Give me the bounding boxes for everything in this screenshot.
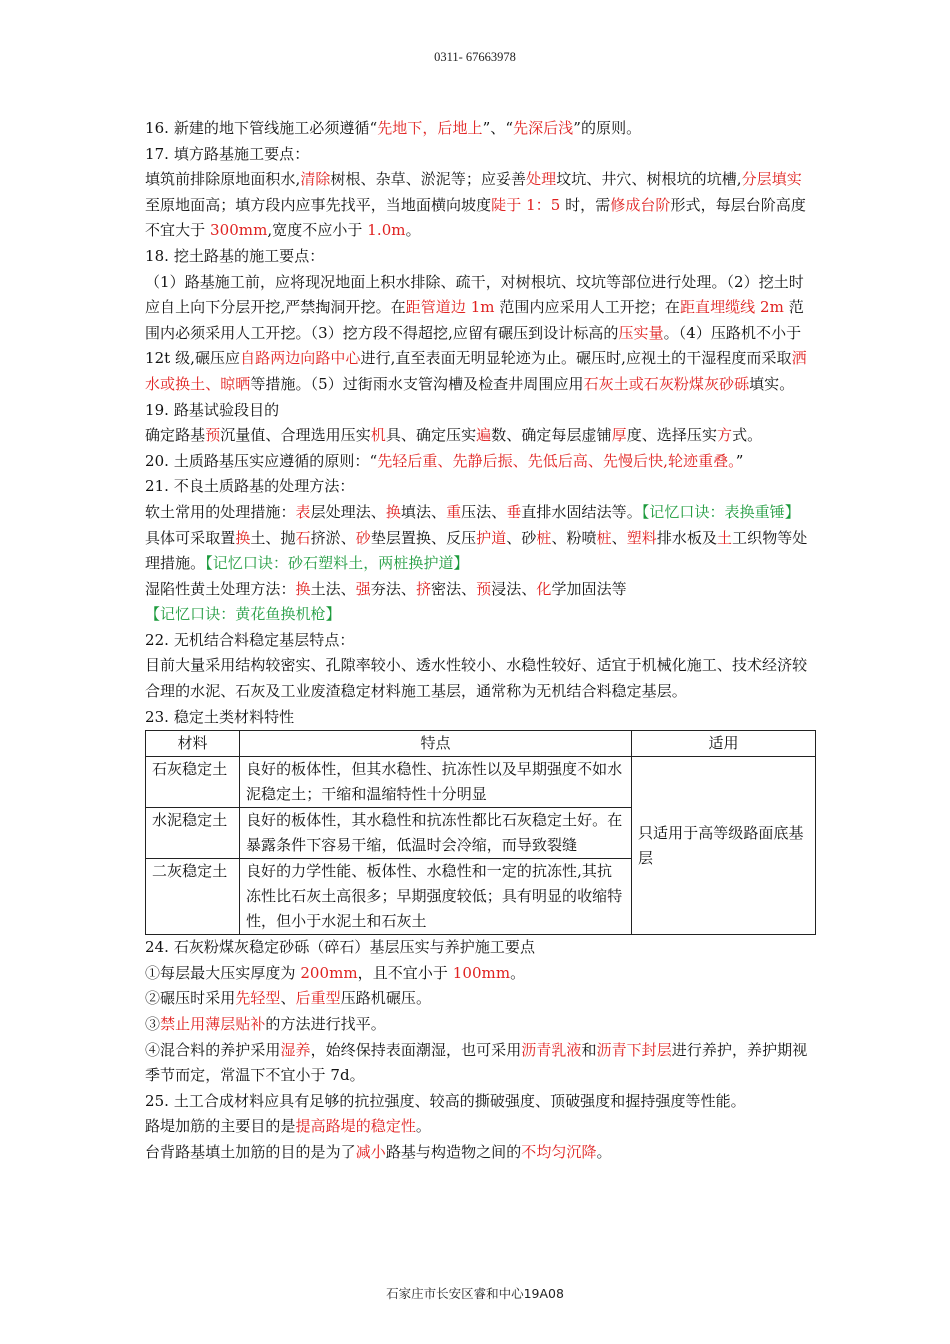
document-body xyxy=(145,116,815,1166)
text-segment: 确定路基 xyxy=(145,426,206,445)
text-segment: ，且不宜小于 xyxy=(357,963,453,982)
item-25-title xyxy=(145,1089,815,1115)
text-segment: 。 xyxy=(510,963,526,982)
item-21-measures xyxy=(145,526,815,577)
text-segment: 软土常用的处理措施： xyxy=(145,502,296,521)
text-segment: 范围内必须采用人工开挖。（3）挖方段不得超挖,应留有碾压到设计标高的 xyxy=(145,298,804,342)
highlighted-text: 湿养 xyxy=(280,1040,311,1059)
text-segment: 度、选择压实 xyxy=(626,426,717,445)
text-segment: 填筑前排除原地面积水, xyxy=(145,170,301,189)
text-segment: 排水板及 xyxy=(656,528,718,547)
item-24-title xyxy=(145,935,815,961)
item-17-body xyxy=(145,167,815,244)
highlighted-text: 自路两边向路中心 xyxy=(240,349,361,368)
text-segment: 土法、 xyxy=(310,579,356,598)
text-segment: 学加固法等 xyxy=(551,579,627,598)
highlighted-text: 100mm xyxy=(452,963,511,982)
text-segment: ,宽度不应小于 xyxy=(267,221,368,240)
text-segment: 土、抛 xyxy=(250,528,296,547)
text-segment: 树根、杂草、淤泥等；应妥善 xyxy=(330,170,527,189)
cell-usage: 只适用于高等级路面底基层 xyxy=(632,757,816,935)
item-23-title xyxy=(145,705,815,731)
mnemonic-text: 【记忆口诀：黄花鱼换机枪】 xyxy=(145,605,341,624)
mnemonic-text: 【记忆口诀：表换重锤】 xyxy=(641,502,800,521)
highlighted-text: 先深后浅 xyxy=(513,119,574,137)
text-segment: 、粉喷 xyxy=(551,528,597,547)
highlighted-text: 距直埋缆线 2m xyxy=(679,298,784,317)
text-segment: 21. 不良土质路基的处理方法： xyxy=(145,477,355,496)
text-segment: 垫层置换、反压 xyxy=(370,528,477,547)
text-segment: 层处理法、 xyxy=(310,502,386,521)
highlighted-text: 修成台阶 xyxy=(610,195,671,214)
item-21-soft-soil xyxy=(145,500,815,526)
highlighted-text: 挤 xyxy=(415,579,432,598)
highlighted-text: 石灰土或石灰粉煤灰砂砾 xyxy=(583,374,750,393)
highlighted-text: 减小 xyxy=(355,1143,386,1161)
text-segment: 等措施。（5）过街雨水支管沟槽及检查井周围应用 xyxy=(250,374,584,393)
text-segment: 工织物等处理措施。 xyxy=(145,528,808,573)
text-segment: 22. 无机结合料稳定基层特点： xyxy=(145,630,355,649)
highlighted-text: 200mm xyxy=(300,963,358,982)
text-segment: 、 xyxy=(280,989,296,1008)
item-22-title xyxy=(145,628,815,654)
highlighted-text: 预 xyxy=(205,426,221,445)
item-16 xyxy=(145,116,815,142)
cell-feature: 良好的板体性，其水稳性和抗冻性都比石灰稳定土好。在暴露条件下容易干缩，低温时会冷缩，而导致裂缝 xyxy=(240,808,632,859)
text-segment: 17. 填方路基施工要点： xyxy=(145,144,310,163)
highlighted-text: 表 xyxy=(295,502,311,521)
text-segment: 式。 xyxy=(732,426,763,445)
text-segment: 16. 新建的地下管线施工必须遵循“ xyxy=(145,119,378,137)
highlighted-text: 石 xyxy=(295,528,311,547)
highlighted-text: 先轻型 xyxy=(235,989,281,1008)
highlighted-text: 强 xyxy=(355,579,371,598)
table-row xyxy=(146,757,816,808)
highlighted-text: 距管道边 1m xyxy=(405,298,495,317)
highlighted-text: 土 xyxy=(717,528,733,547)
text-segment: ”、“ xyxy=(482,119,514,137)
cell-feature: 良好的力学性能、板体性、水稳性和一定的抗冻性,其抗冻性比石灰土高很多；早期强度较低；具有明显的收缩特性，但小于水泥土和石灰土 xyxy=(240,859,632,935)
highlighted-text: 桩 xyxy=(596,528,612,547)
text-segment: 23. 稳定土类材料特性 xyxy=(145,707,295,726)
highlighted-text: 垂 xyxy=(506,502,522,521)
text-segment: 夯法、 xyxy=(370,579,416,598)
text-segment: ”的原则。 xyxy=(573,119,642,137)
text-segment: 具、确定压实 xyxy=(385,426,477,445)
item-17-title xyxy=(145,142,815,168)
text-segment: 19. 路基试验段目的 xyxy=(145,400,280,419)
highlighted-text: 厚 xyxy=(611,426,627,445)
item-20 xyxy=(145,449,815,475)
item-19-body xyxy=(145,423,815,449)
text-segment: 目前大量采用结构较密实、孔隙率较小、透水性较小、水稳性较好、适宜于机械化施工、技术经济较合理的水泥、石灰及工业废渣稳定材料施工基层，通常称为无机结合料稳定基层。 xyxy=(145,656,808,701)
text-segment: 压法、 xyxy=(461,502,507,521)
highlighted-text: 重 xyxy=(446,502,462,521)
item-18-title xyxy=(145,244,815,270)
highlighted-text: 方 xyxy=(717,426,733,445)
text-segment: 的方法进行找平。 xyxy=(265,1015,386,1034)
text-segment: 填法、 xyxy=(400,502,447,521)
text-segment: ①每层最大压实厚度为 xyxy=(145,963,301,982)
material-properties-table xyxy=(145,730,816,935)
item-18-body xyxy=(145,270,815,398)
highlighted-text: 先轻后重、先静后振、先低后高、先慢后快,轮迹重叠。 xyxy=(377,451,736,470)
text-segment: 数、确定每层虚铺 xyxy=(491,426,612,445)
highlighted-text: 换 xyxy=(235,528,251,547)
text-segment: 。 xyxy=(596,1143,612,1161)
highlighted-text: 禁止用薄层贴补 xyxy=(160,1015,266,1034)
text-segment: 进行养护，养护期视季节而定，常温下不宜小于 7d。 xyxy=(145,1040,808,1085)
item-24-point-2 xyxy=(145,986,815,1012)
highlighted-text: 化 xyxy=(536,579,552,598)
cell-material: 二灰稳定土 xyxy=(146,859,240,935)
page-footer-address: 石家庄市长安区睿和中心19A08 xyxy=(386,1286,564,1301)
text-segment: 范围内应采用人工开挖；在 xyxy=(494,298,680,317)
highlighted-text: 预 xyxy=(476,579,492,598)
highlighted-text: 护道 xyxy=(476,528,507,547)
highlighted-text: 处理 xyxy=(526,170,557,189)
text-segment: ③ xyxy=(145,1015,161,1034)
page-header-phone: 0311- 67663978 xyxy=(434,50,516,64)
text-segment: 、 xyxy=(611,528,627,547)
highlighted-text: 陡于 1：5 xyxy=(491,195,561,214)
highlighted-text: 后重型 xyxy=(295,989,341,1008)
text-segment: （1）路基施工前，应将现况地面上积水排除、疏干，对树根坑、坟坑等部位进行处理。（2）挖土时应自上向下分层开挖,严禁掏洞开挖。在 xyxy=(145,272,804,317)
text-segment: 填实。 xyxy=(749,374,795,393)
table-header-row xyxy=(146,731,816,757)
text-segment: 浸法、 xyxy=(491,579,537,598)
highlighted-text: 沥青下封层 xyxy=(596,1040,672,1059)
text-segment: ，始终保持表面潮湿，也可采用 xyxy=(310,1040,522,1059)
item-24-point-3 xyxy=(145,1012,815,1038)
highlighted-text: 提高路堤的稳定性 xyxy=(295,1117,416,1136)
highlighted-text: 洒水或换土、晾晒 xyxy=(145,349,807,393)
text-segment: 沉量值、合理选用压实 xyxy=(220,426,371,445)
text-segment: 密法、 xyxy=(431,579,477,598)
text-segment: 直排水固结法等。 xyxy=(521,502,642,521)
text-segment: 路堤加筋的主要目的是 xyxy=(145,1117,296,1136)
item-24-point-4 xyxy=(145,1038,815,1089)
highlighted-text: 分层填实 xyxy=(741,170,802,189)
item-21-loess xyxy=(145,577,815,628)
text-segment: 24. 石灰粉煤灰稳定砂砾（碎石）基层压实与养护施工要点 xyxy=(145,938,536,957)
highlighted-text: 不均匀沉降 xyxy=(521,1143,597,1161)
highlighted-text: 沥青乳液 xyxy=(521,1040,582,1059)
text-segment: 坟坑、井穴、树根坑的坑槽, xyxy=(556,170,742,189)
highlighted-text: 机 xyxy=(370,426,386,445)
item-24-point-1 xyxy=(145,961,815,987)
cell-material: 水泥稳定土 xyxy=(146,808,240,859)
text-segment: ④混合料的养护采用 xyxy=(145,1040,281,1059)
text-segment: 挤淤、 xyxy=(310,528,356,547)
highlighted-text: 遍 xyxy=(476,426,492,445)
highlighted-text: 桩 xyxy=(536,528,552,547)
highlighted-text: 换 xyxy=(295,579,311,598)
text-segment: 20. 土质路基压实应遵循的原则：“ xyxy=(145,451,378,470)
highlighted-text: 1.0m xyxy=(367,221,406,240)
text-segment: 湿陷性黄土处理方法： xyxy=(145,579,296,598)
highlighted-text: 砂 xyxy=(355,528,371,547)
item-25-embankment xyxy=(145,1114,815,1140)
text-segment: 进行,直至表面无明显轮迹为止。碾压时,应视土的干湿程度而采取 xyxy=(360,349,792,368)
text-segment: 。（4）压路机不小于 12t 级,碾压应 xyxy=(145,323,802,368)
highlighted-text: 塑料 xyxy=(626,528,657,547)
text-segment: 25. 土工合成材料应具有足够的抗拉强度、较高的撕破强度、顶破强度和握持强度等性能。 xyxy=(145,1091,746,1110)
highlighted-text: 换 xyxy=(385,502,401,521)
text-segment: 、砂 xyxy=(506,528,537,547)
item-22-body xyxy=(145,653,815,704)
highlighted-text: 压实量 xyxy=(618,323,664,342)
text-segment: 18. 挖土路基的施工要点： xyxy=(145,246,325,265)
item-25-abutment xyxy=(145,1140,815,1166)
mnemonic-text: 【记忆口诀：砂石塑料土，两桩换护道】 xyxy=(205,554,469,573)
header-material: 材料 xyxy=(146,731,240,757)
text-segment: 。 xyxy=(415,1117,431,1136)
text-segment: ②碾压时采用 xyxy=(145,989,236,1008)
cell-feature: 良好的板体性，但其水稳性、抗冻性以及早期强度不如水泥稳定土；干缩和温缩特性十分明显 xyxy=(240,757,632,808)
text-segment: 压路机碾压。 xyxy=(340,989,431,1008)
text-segment: 具体可采取置 xyxy=(145,528,236,547)
cell-material: 石灰稳定土 xyxy=(146,757,240,808)
text-segment: 和 xyxy=(581,1040,597,1059)
text-segment: ” xyxy=(735,451,744,470)
text-segment: 形式，每层台阶高度不宜大于 xyxy=(145,195,806,240)
text-segment: 至原地面高；填方段内应事先找平，当地面横向坡度 xyxy=(145,195,492,214)
highlighted-text: 先地下，后地上 xyxy=(377,119,483,137)
highlighted-text: 清除 xyxy=(300,170,331,189)
item-19-title xyxy=(145,398,815,424)
text-segment: 台背路基填土加筋的目的是为了 xyxy=(145,1143,356,1161)
header-usage: 适用 xyxy=(632,731,816,757)
text-segment: 。 xyxy=(405,221,421,240)
header-feature: 特点 xyxy=(240,731,632,757)
item-21-title xyxy=(145,474,815,500)
text-segment: 路基与构造物之间的 xyxy=(385,1143,522,1161)
highlighted-text: 300mm xyxy=(210,221,268,240)
text-segment: 时，需 xyxy=(560,195,611,214)
